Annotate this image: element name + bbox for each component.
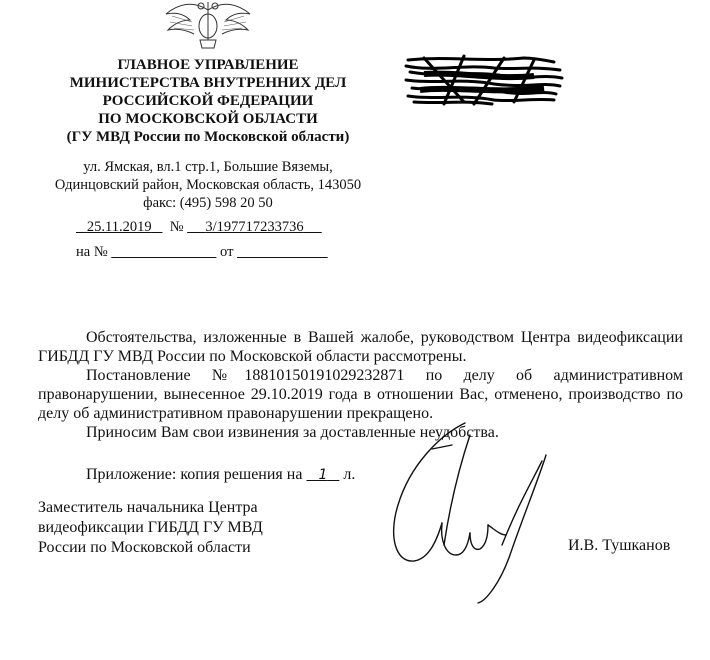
reply-to-line [76, 244, 328, 261]
signatory-name: И.В. Тушканов [568, 537, 671, 554]
attachment-pages-field [306, 466, 339, 483]
handwritten-signature [370, 405, 580, 605]
letter-date: 25.11.2019 [86, 219, 152, 235]
org-line: ПО МОСКОВСКОЙ ОБЛАСТИ [98, 111, 318, 127]
letter-body [38, 328, 683, 442]
reply-date-blank [237, 244, 328, 260]
attachment-pages: 1 [318, 467, 328, 483]
eagle-emblem-icon [148, 0, 268, 50]
org-line: МИНИСТЕРСТВА ВНУТРЕННИХ ДЕЛ [69, 75, 347, 91]
address-line: ул. Ямская, вл.1 стр.1, Большие Вяземы, [83, 159, 333, 175]
paragraph-apology: Приносим Вам свои извинения за доставленные неудобства. [86, 424, 499, 441]
position-line: Заместитель начальника Центра [38, 499, 258, 516]
org-line: (ГУ МВД России по Московской области) [66, 129, 350, 145]
organization-address [40, 158, 376, 212]
attachment-line [86, 466, 355, 484]
letter-date-field [76, 219, 162, 235]
position-line: видеофиксации ГИБДД ГУ МВД [38, 519, 263, 536]
attachment-suffix: л. [343, 466, 356, 483]
number-sign: № [169, 219, 184, 235]
org-line: ГЛАВНОЕ УПРАВЛЕНИЕ [117, 57, 299, 73]
attachment-prefix: Приложение: копия решения на [86, 466, 303, 483]
organization-header [40, 56, 376, 146]
letter-number: 3/197717233736 [205, 219, 304, 235]
signatory-position [38, 498, 263, 558]
address-line: Одинцовский район, Московская область, 143050 [54, 177, 362, 193]
from-label: от [220, 244, 234, 260]
letter-number-field [187, 219, 322, 235]
redacted-recipient [404, 54, 564, 106]
position-line: России по Московской области [38, 539, 251, 556]
reply-to-label: на № [76, 244, 108, 260]
address-line: факс: (495) 598 20 50 [143, 195, 273, 211]
paragraph-decision: Постановление №18810150191029232871 по делу об административном правонарушении, вынесенное 29.10.2019 года в отношении Вас, отменено, производство по делу об административном правонарушении прекращено. [38, 367, 683, 422]
registration-line [76, 219, 322, 236]
paragraph-circumstances: Обстоятельства, изложенные в Вашей жалобе, руководством Центра видеофиксации ГИБДД ГУ МВД России по Московской области рассмотрены. [38, 329, 683, 365]
reply-number-blank [111, 244, 216, 260]
org-line: РОССИЙСКОЙ ФЕДЕРАЦИИ [102, 93, 314, 109]
